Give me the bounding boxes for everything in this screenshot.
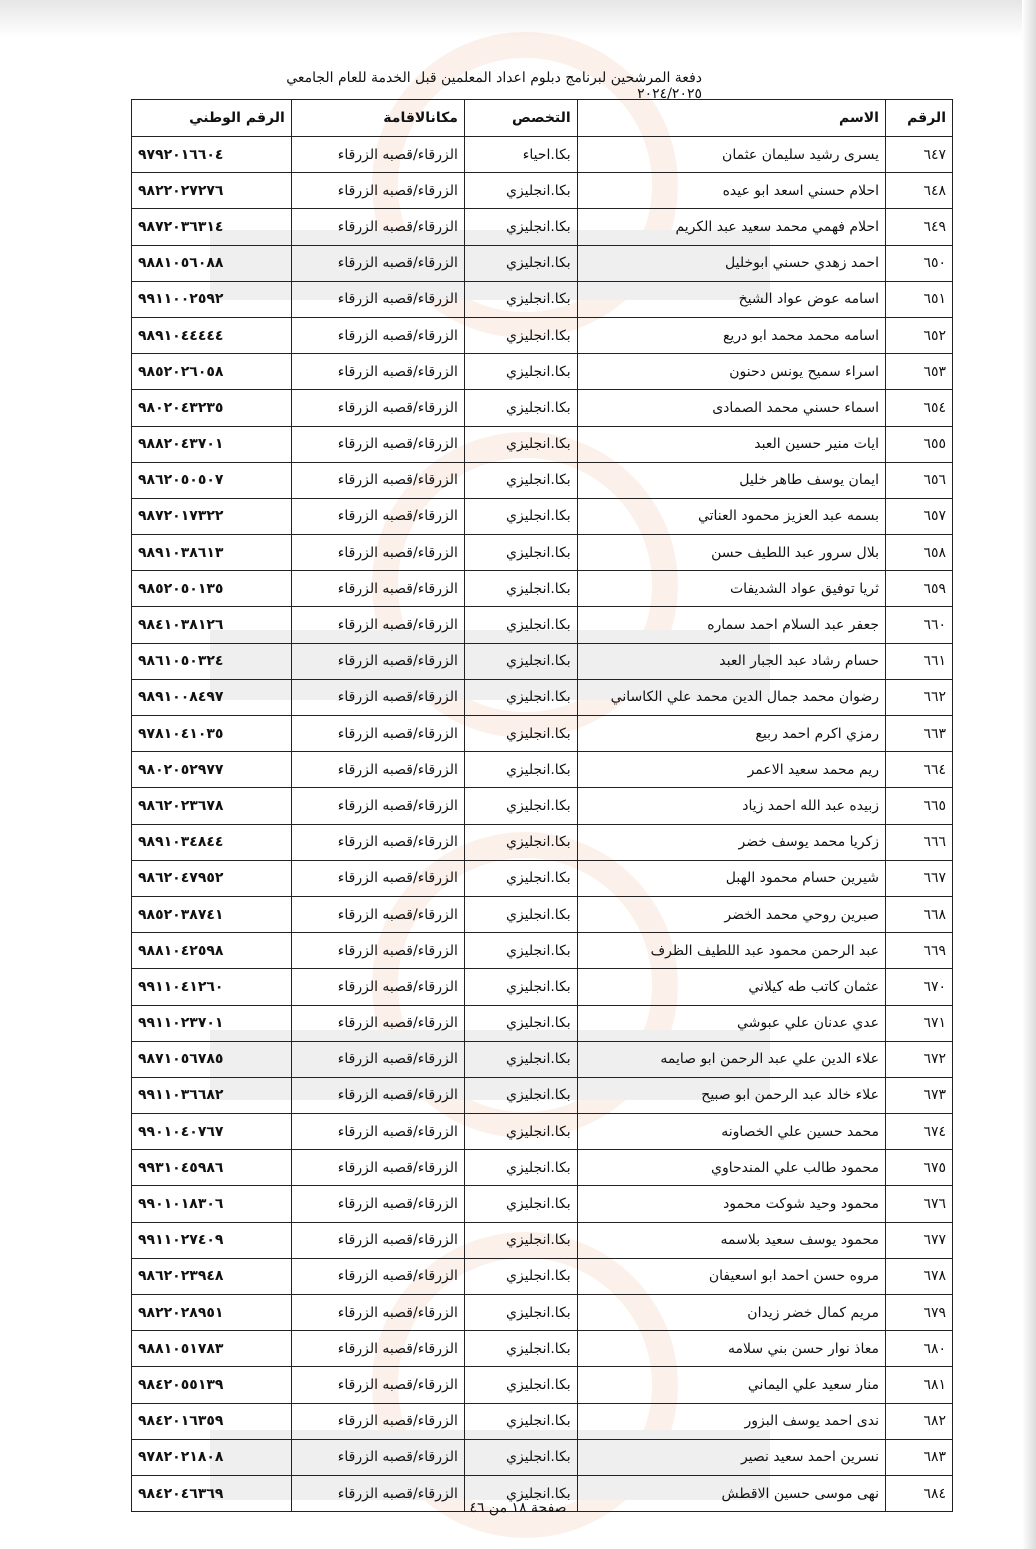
- row-number: ٦٨١: [885, 1367, 952, 1403]
- specialization: بكا.انجليزي: [464, 1475, 577, 1511]
- specialization: بكا.انجليزي: [464, 209, 577, 245]
- national-id: ٩٨٦٢٠٢٣٦٧٨: [132, 788, 292, 824]
- specialization: بكا.انجليزي: [464, 1077, 577, 1113]
- candidate-name: ثريا توفيق عواد الشديفات: [577, 571, 885, 607]
- national-id: ٩٩١١٠٢٣٧٠١: [132, 1005, 292, 1041]
- candidate-name: بلال سرور عبد اللطيف حسن: [577, 535, 885, 571]
- row-number: ٦٤٧: [885, 137, 952, 173]
- national-id: ٩٧٩٢٠١٦٦٠٤: [132, 137, 292, 173]
- row-number: ٦٨٠: [885, 1331, 952, 1367]
- residence: الزرقاء/قصبه الزرقاء: [291, 1077, 464, 1113]
- national-id: ٩٨٩١٠٠٨٤٩٧: [132, 679, 292, 715]
- table-row: [132, 716, 953, 752]
- national-id: ٩٨٨١٠٥٦٠٨٨: [132, 245, 292, 281]
- specialization: بكا.انجليزي: [464, 1041, 577, 1077]
- national-id: ٩٨٤٢٠٤٦٣٦٩: [132, 1475, 292, 1511]
- table-row: [132, 317, 953, 353]
- specialization: بكا.انجليزي: [464, 1005, 577, 1041]
- scan-top-edge: [0, 0, 1036, 38]
- table-row: [132, 1258, 953, 1294]
- specialization: بكا.انجليزي: [464, 933, 577, 969]
- row-number: ٦٤٨: [885, 173, 952, 209]
- candidate-name: حسام رشاد عبد الجبار العبد: [577, 643, 885, 679]
- specialization: بكا.احياء: [464, 137, 577, 173]
- national-id: ٩٨٦١٠٥٠٣٢٤: [132, 643, 292, 679]
- table-row: [132, 607, 953, 643]
- table-row: [132, 679, 953, 715]
- row-number: ٦٦٦: [885, 824, 952, 860]
- row-number: ٦٧٩: [885, 1295, 952, 1331]
- row-number: ٦٧٨: [885, 1258, 952, 1294]
- table-row: [132, 1331, 953, 1367]
- specialization: بكا.انجليزي: [464, 1439, 577, 1475]
- national-id: ٩٩٠١٠١٨٣٠٦: [132, 1186, 292, 1222]
- candidate-name: عبد الرحمن محمود عبد اللطيف الظرف: [577, 933, 885, 969]
- row-number: ٦٧٣: [885, 1077, 952, 1113]
- residence: الزرقاء/قصبه الزرقاء: [291, 969, 464, 1005]
- candidate-name: منار سعيد علي اليماني: [577, 1367, 885, 1403]
- specialization: بكا.انجليزي: [464, 824, 577, 860]
- page-footer: صفحة ١٨ من ٤٦: [469, 1500, 567, 1516]
- candidate-name: اسراء سميح يونس دحنون: [577, 354, 885, 390]
- row-number: ٦٧٧: [885, 1222, 952, 1258]
- specialization: بكا.انجليزي: [464, 679, 577, 715]
- candidate-name: محمود وحيد شوكت محمود: [577, 1186, 885, 1222]
- specialization: بكا.انجليزي: [464, 1331, 577, 1367]
- candidate-name: عثمان كاتب طه كيلاني: [577, 969, 885, 1005]
- national-id: ٩٨٥٢٠٢٦٠٥٨: [132, 354, 292, 390]
- residence: الزرقاء/قصبه الزرقاء: [291, 1186, 464, 1222]
- specialization: بكا.انجليزي: [464, 969, 577, 1005]
- row-number: ٦٥٩: [885, 571, 952, 607]
- specialization: بكا.انجليزي: [464, 1150, 577, 1186]
- header-national-id: الرقم الوطني: [132, 100, 292, 137]
- national-id: ٩٨٨١٠٥١٧٨٣: [132, 1331, 292, 1367]
- residence: الزرقاء/قصبه الزرقاء: [291, 933, 464, 969]
- national-id: ٩٨٤٢٠١٦٣٥٩: [132, 1403, 292, 1439]
- residence: الزرقاء/قصبه الزرقاء: [291, 1331, 464, 1367]
- row-number: ٦٦١: [885, 643, 952, 679]
- residence: الزرقاء/قصبه الزرقاء: [291, 716, 464, 752]
- national-id: ٩٨٩١٠٣٨٦١٣: [132, 535, 292, 571]
- candidate-name: علاء خالد عبد الرحمن ابو صبيح: [577, 1077, 885, 1113]
- row-number: ٦٥٠: [885, 245, 952, 281]
- row-number: ٦٧٤: [885, 1114, 952, 1150]
- residence: الزرقاء/قصبه الزرقاء: [291, 1222, 464, 1258]
- candidate-name: نهى موسى حسين الاقطش: [577, 1475, 885, 1511]
- row-number: ٦٥٢: [885, 317, 952, 353]
- candidate-name: نسرين احمد سعيد نصير: [577, 1439, 885, 1475]
- row-number: ٦٦٤: [885, 752, 952, 788]
- row-number: ٦٦٥: [885, 788, 952, 824]
- table-row: [132, 788, 953, 824]
- residence: الزرقاء/قصبه الزرقاء: [291, 1439, 464, 1475]
- row-number: ٦٥٣: [885, 354, 952, 390]
- table-row: [132, 173, 953, 209]
- candidate-name: مريم كمال خضر زيدان: [577, 1295, 885, 1331]
- specialization: بكا.انجليزي: [464, 860, 577, 896]
- specialization: بكا.انجليزي: [464, 1186, 577, 1222]
- specialization: بكا.انجليزي: [464, 1295, 577, 1331]
- row-number: ٦٤٩: [885, 209, 952, 245]
- table-header-row: [132, 100, 953, 137]
- candidate-name: عدي عدنان علي عبوشي: [577, 1005, 885, 1041]
- national-id: ٩٨٦٢٠٢٣٩٤٨: [132, 1258, 292, 1294]
- residence: الزرقاء/قصبه الزرقاء: [291, 426, 464, 462]
- candidates-table: [131, 99, 953, 1512]
- residence: الزرقاء/قصبه الزرقاء: [291, 209, 464, 245]
- residence: الزرقاء/قصبه الزرقاء: [291, 1367, 464, 1403]
- row-number: ٦٥٥: [885, 426, 952, 462]
- row-number: ٦٧٦: [885, 1186, 952, 1222]
- table-row: [132, 643, 953, 679]
- specialization: بكا.انجليزي: [464, 571, 577, 607]
- row-number: ٦٧٠: [885, 969, 952, 1005]
- residence: الزرقاء/قصبه الزرقاء: [291, 245, 464, 281]
- candidate-name: اسماء حسني محمد الصمادى: [577, 390, 885, 426]
- table-row: [132, 209, 953, 245]
- national-id: ٩٨٤١٠٣٨١٢٦: [132, 607, 292, 643]
- specialization: بكا.انجليزي: [464, 788, 577, 824]
- residence: الزرقاء/قصبه الزرقاء: [291, 1114, 464, 1150]
- table-row: [132, 1222, 953, 1258]
- national-id: ٩٨٨٢٠٤٣٧٠١: [132, 426, 292, 462]
- residence: الزرقاء/قصبه الزرقاء: [291, 390, 464, 426]
- table-row: [132, 245, 953, 281]
- table-row: [132, 1186, 953, 1222]
- row-number: ٦٥٤: [885, 390, 952, 426]
- candidate-name: بسمه عبد العزيز محمود العناتي: [577, 498, 885, 534]
- national-id: ٩٨٢٢٠٢٧٢٧٦: [132, 173, 292, 209]
- row-number: ٦٦٢: [885, 679, 952, 715]
- table-row: [132, 571, 953, 607]
- header-number: الرقم: [885, 100, 952, 137]
- national-id: ٩٧٨١٠٤١٠٣٥: [132, 716, 292, 752]
- specialization: بكا.انجليزي: [464, 607, 577, 643]
- table-row: [132, 354, 953, 390]
- specialization: بكا.انجليزي: [464, 1258, 577, 1294]
- residence: الزرقاء/قصبه الزرقاء: [291, 1258, 464, 1294]
- table-row: [132, 462, 953, 498]
- residence: الزرقاء/قصبه الزرقاء: [291, 1005, 464, 1041]
- row-number: ٦٦٣: [885, 716, 952, 752]
- national-id: ٩٨٦٢٠٥٠٥٠٧: [132, 462, 292, 498]
- candidate-name: زكريا محمد يوسف خضر: [577, 824, 885, 860]
- residence: الزرقاء/قصبه الزرقاء: [291, 643, 464, 679]
- row-number: ٦٥٧: [885, 498, 952, 534]
- table-row: [132, 1403, 953, 1439]
- specialization: بكا.انجليزي: [464, 317, 577, 353]
- candidate-name: محمود يوسف سعيد بلاسمه: [577, 1222, 885, 1258]
- candidate-name: اسامه عوض عواد الشيخ: [577, 281, 885, 317]
- row-number: ٦٨٢: [885, 1403, 952, 1439]
- table-row: [132, 824, 953, 860]
- residence: الزرقاء/قصبه الزرقاء: [291, 1041, 464, 1077]
- table-row: [132, 896, 953, 932]
- row-number: ٦٧٥: [885, 1150, 952, 1186]
- specialization: بكا.انجليزي: [464, 1222, 577, 1258]
- candidate-name: احلام فهمي محمد سعيد عبد الكريم: [577, 209, 885, 245]
- row-number: ٦٦٨: [885, 896, 952, 932]
- table-row: [132, 1150, 953, 1186]
- table-row: [132, 137, 953, 173]
- residence: الزرقاء/قصبه الزرقاء: [291, 860, 464, 896]
- row-number: ٦٧٢: [885, 1041, 952, 1077]
- candidate-name: ندى احمد يوسف البزور: [577, 1403, 885, 1439]
- specialization: بكا.انجليزي: [464, 1114, 577, 1150]
- specialization: بكا.انجليزي: [464, 896, 577, 932]
- candidate-name: علاء الدين علي عبد الرحمن ابو صايمه: [577, 1041, 885, 1077]
- specialization: بكا.انجليزي: [464, 1367, 577, 1403]
- national-id: ٩٩١١٠٢٧٤٠٩: [132, 1222, 292, 1258]
- national-id: ٩٩١١٠٤١٢٦٠: [132, 969, 292, 1005]
- specialization: بكا.انجليزي: [464, 426, 577, 462]
- residence: الزرقاء/قصبه الزرقاء: [291, 1403, 464, 1439]
- table-row: [132, 1367, 953, 1403]
- specialization: بكا.انجليزي: [464, 462, 577, 498]
- national-id: ٩٨٠٢٠٤٣٢٣٥: [132, 390, 292, 426]
- national-id: ٩٧٨٢٠٢١٨٠٨: [132, 1439, 292, 1475]
- specialization: بكا.انجليزي: [464, 173, 577, 209]
- table-row: [132, 1439, 953, 1475]
- row-number: ٦٥٦: [885, 462, 952, 498]
- national-id: ٩٨٥٢٠٥٠١٣٥: [132, 571, 292, 607]
- row-number: ٦٧١: [885, 1005, 952, 1041]
- candidate-name: ايات منير حسين العبد: [577, 426, 885, 462]
- document-title: دفعة المرشحين لبرنامج دبلوم اعداد المعلمين قبل الخدمة للعام الجامعي ٢٠٢٤/٢٠٢٥: [286, 70, 702, 102]
- national-id: ٩٨٤٢٠٥٥١٣٩: [132, 1367, 292, 1403]
- residence: الزرقاء/قصبه الزرقاء: [291, 317, 464, 353]
- candidate-name: محمد حسين علي الخصاونه: [577, 1114, 885, 1150]
- candidate-name: احلام حسني اسعد ابو عيده: [577, 173, 885, 209]
- row-number: ٦٦٧: [885, 860, 952, 896]
- residence: الزرقاء/قصبه الزرقاء: [291, 354, 464, 390]
- candidate-name: زبيده عبد الله احمد زياد: [577, 788, 885, 824]
- specialization: بكا.انجليزي: [464, 498, 577, 534]
- row-number: ٦٦٠: [885, 607, 952, 643]
- candidate-name: ايمان يوسف طاهر خليل: [577, 462, 885, 498]
- candidate-name: صبرين روحي محمد الخضر: [577, 896, 885, 932]
- national-id: ٩٨٩١٠٣٤٨٤٤: [132, 824, 292, 860]
- residence: الزرقاء/قصبه الزرقاء: [291, 1475, 464, 1511]
- residence: الزرقاء/قصبه الزرقاء: [291, 462, 464, 498]
- national-id: ٩٨٠٢٠٥٢٩٧٧: [132, 752, 292, 788]
- national-id: ٩٩١١٠٠٢٥٩٢: [132, 281, 292, 317]
- national-id: ٩٨٥٢٠٣٨٧٤١: [132, 896, 292, 932]
- specialization: بكا.انجليزي: [464, 245, 577, 281]
- national-id: ٩٨٦٢٠٤٧٩٥٢: [132, 860, 292, 896]
- national-id: ٩٨٧٢٠٣٦٣١٤: [132, 209, 292, 245]
- table-row: [132, 1077, 953, 1113]
- scan-right-edge: [1022, 0, 1036, 1549]
- row-number: ٦٥١: [885, 281, 952, 317]
- national-id: ٩٨٩١٠٤٤٤٤٤: [132, 317, 292, 353]
- table-row: [132, 860, 953, 896]
- specialization: بكا.انجليزي: [464, 390, 577, 426]
- residence: الزرقاء/قصبه الزرقاء: [291, 137, 464, 173]
- table-row: [132, 535, 953, 571]
- candidate-name: رمزي اكرم احمد ربيع: [577, 716, 885, 752]
- candidate-name: مروه حسن احمد ابو اسعيفان: [577, 1258, 885, 1294]
- candidate-name: شيرين حسام محمود الهبل: [577, 860, 885, 896]
- candidate-name: معاذ نوار حسن بني سلامه: [577, 1331, 885, 1367]
- table-row: [132, 390, 953, 426]
- specialization: بكا.انجليزي: [464, 1403, 577, 1439]
- residence: الزرقاء/قصبه الزرقاء: [291, 1295, 464, 1331]
- residence: الزرقاء/قصبه الزرقاء: [291, 173, 464, 209]
- candidate-name: رضوان محمد جمال الدين محمد علي الكاساني: [577, 679, 885, 715]
- residence: الزرقاء/قصبه الزرقاء: [291, 824, 464, 860]
- table-row: [132, 498, 953, 534]
- residence: الزرقاء/قصبه الزرقاء: [291, 571, 464, 607]
- specialization: بكا.انجليزي: [464, 281, 577, 317]
- table-row: [132, 1114, 953, 1150]
- residence: الزرقاء/قصبه الزرقاء: [291, 1150, 464, 1186]
- residence: الزرقاء/قصبه الزرقاء: [291, 679, 464, 715]
- residence: الزرقاء/قصبه الزرقاء: [291, 498, 464, 534]
- specialization: بكا.انجليزي: [464, 716, 577, 752]
- candidate-name: محمود طالب علي المندحاوي: [577, 1150, 885, 1186]
- row-number: ٦٨٤: [885, 1475, 952, 1511]
- residence: الزرقاء/قصبه الزرقاء: [291, 607, 464, 643]
- candidate-name: يسرى رشيد سليمان عثمان: [577, 137, 885, 173]
- candidate-name: جعفر عبد السلام احمد سماره: [577, 607, 885, 643]
- row-number: ٦٨٣: [885, 1439, 952, 1475]
- national-id: ٩٩٣١٠٤٥٩٨٦: [132, 1150, 292, 1186]
- national-id: ٩٨٨١٠٤٢٥٩٨: [132, 933, 292, 969]
- table-row: [132, 752, 953, 788]
- national-id: ٩٩٠١٠٤٠٧٦٧: [132, 1114, 292, 1150]
- candidate-name: اسامه محمد محمد ابو دريع: [577, 317, 885, 353]
- table-row: [132, 1295, 953, 1331]
- candidate-name: احمد زهدي حسني ابوخليل: [577, 245, 885, 281]
- residence: الزرقاء/قصبه الزرقاء: [291, 788, 464, 824]
- table-row: [132, 426, 953, 462]
- residence: الزرقاء/قصبه الزرقاء: [291, 535, 464, 571]
- specialization: بكا.انجليزي: [464, 354, 577, 390]
- header-residence: مكانالاقامة: [291, 100, 464, 137]
- national-id: ٩٩١١٠٣٦٦٨٢: [132, 1077, 292, 1113]
- specialization: بكا.انجليزي: [464, 535, 577, 571]
- residence: الزرقاء/قصبه الزرقاء: [291, 752, 464, 788]
- table-row: [132, 933, 953, 969]
- header-specialization: التخصص: [464, 100, 577, 137]
- candidate-name: ريم محمد سعيد الاعمر: [577, 752, 885, 788]
- row-number: ٦٥٨: [885, 535, 952, 571]
- table-row: [132, 1005, 953, 1041]
- national-id: ٩٨٢٢٠٢٨٩٥١: [132, 1295, 292, 1331]
- specialization: بكا.انجليزي: [464, 752, 577, 788]
- header-name: الاسم: [577, 100, 885, 137]
- national-id: ٩٨٧٢٠١٧٣٢٢: [132, 498, 292, 534]
- residence: الزرقاء/قصبه الزرقاء: [291, 896, 464, 932]
- specialization: بكا.انجليزي: [464, 643, 577, 679]
- table-row: [132, 969, 953, 1005]
- table-row: [132, 1041, 953, 1077]
- row-number: ٦٦٩: [885, 933, 952, 969]
- national-id: ٩٨٧١٠٥٦٧٨٥: [132, 1041, 292, 1077]
- table-row: [132, 281, 953, 317]
- residence: الزرقاء/قصبه الزرقاء: [291, 281, 464, 317]
